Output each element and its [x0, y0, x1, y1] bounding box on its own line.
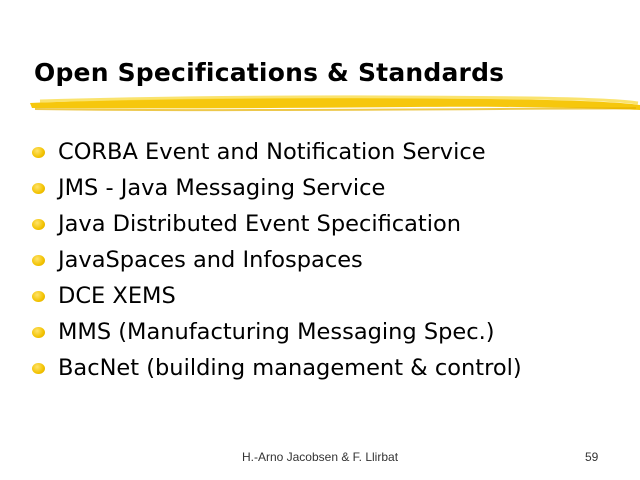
- bullet-dot-icon: [32, 147, 45, 158]
- bullet-text: MMS (Manufacturing Messaging Spec.): [58, 319, 495, 345]
- bullet-text: JavaSpaces and Infospaces: [58, 247, 363, 273]
- bullet-dot-icon: [32, 291, 45, 302]
- bullet-item: [30, 278, 522, 314]
- bullet-dot-icon: [32, 363, 45, 374]
- highlighter-underline: [30, 92, 640, 114]
- bullet-text: DCE XEMS: [58, 283, 176, 309]
- bullet-item: [30, 134, 522, 170]
- bullet-item: [30, 350, 522, 386]
- bullet-dot-icon: [32, 183, 45, 194]
- bullet-dot-icon: [32, 255, 45, 266]
- bullet-dot-icon: [32, 327, 45, 338]
- footer-author: H.-Arno Jacobsen & F. Llirbat: [241, 450, 399, 464]
- bullet-item: [30, 170, 522, 206]
- bullet-item: [30, 206, 522, 242]
- page-number: 59: [585, 450, 599, 464]
- bullet-text: CORBA Event and Notification Service: [58, 139, 486, 165]
- bullet-text: BacNet (building management & control): [58, 355, 522, 381]
- bullet-dot-icon: [32, 219, 45, 230]
- bullet-item: [30, 314, 522, 350]
- bullet-list: [30, 134, 522, 386]
- slide-title: Open Specifications & Standards: [34, 58, 505, 87]
- bullet-item: [30, 242, 522, 278]
- bullet-text: Java Distributed Event Specification: [58, 211, 462, 237]
- bullet-text: JMS - Java Messaging Service: [58, 175, 386, 201]
